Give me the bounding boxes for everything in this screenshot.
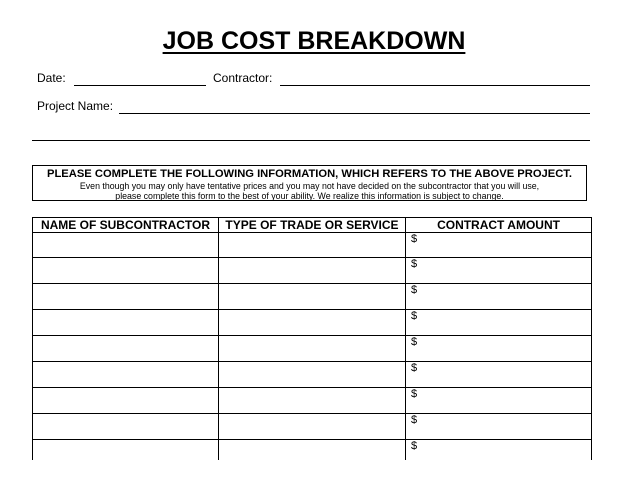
amount-cell[interactable]: $: [406, 388, 592, 414]
amount-cell[interactable]: $: [406, 440, 592, 461]
trade-cell[interactable]: [219, 440, 406, 461]
amount-cell[interactable]: $: [406, 336, 592, 362]
trade-cell[interactable]: [219, 258, 406, 284]
contractor-field[interactable]: [280, 85, 590, 86]
table-row: [33, 388, 592, 414]
instructions-box: [32, 165, 587, 201]
table-row: [33, 310, 592, 336]
project-name-field-line-2[interactable]: [32, 140, 590, 141]
instructions-heading: PLEASE COMPLETE THE FOLLOWING INFORMATION, WHICH REFERS TO THE ABOVE PROJECT.: [47, 168, 572, 180]
date-field[interactable]: [74, 85, 206, 86]
amount-cell[interactable]: $: [406, 310, 592, 336]
subcontractor-cell[interactable]: [33, 362, 219, 388]
subcontractor-cell[interactable]: [33, 336, 219, 362]
table-row: [33, 233, 592, 258]
cost-breakdown-table: [32, 217, 592, 460]
project-name-label: Project Name:: [37, 99, 114, 113]
subcontractor-cell[interactable]: [33, 233, 219, 258]
page-title: [0, 24, 628, 58]
column-header-amount: CONTRACT AMOUNT: [406, 218, 592, 233]
table-row: [33, 362, 592, 388]
trade-cell[interactable]: [219, 414, 406, 440]
column-header-subcontractor: NAME OF SUBCONTRACTOR: [33, 218, 219, 233]
table-row: [33, 440, 592, 461]
subcontractor-cell[interactable]: [33, 310, 219, 336]
trade-cell[interactable]: [219, 233, 406, 258]
subcontractor-cell[interactable]: [33, 284, 219, 310]
subcontractor-cell[interactable]: [33, 440, 219, 461]
table-row: [33, 258, 592, 284]
trade-cell[interactable]: [219, 336, 406, 362]
trade-cell[interactable]: [219, 362, 406, 388]
project-name-field[interactable]: [119, 113, 590, 114]
amount-cell[interactable]: $: [406, 414, 592, 440]
table-header-row: [33, 218, 592, 233]
instructions-line-2: please complete this form to the best of your ability. We realize this information is subject to change.: [115, 191, 504, 201]
date-label: Date:: [37, 71, 66, 85]
subcontractor-cell[interactable]: [33, 414, 219, 440]
contractor-label: Contractor:: [213, 71, 273, 85]
table-row: [33, 336, 592, 362]
amount-cell[interactable]: $: [406, 258, 592, 284]
table-row: [33, 284, 592, 310]
table-row: [33, 414, 592, 440]
instructions-line-1: Even though you may only have tentative prices and you may not have decided on the subcontractor that you will use,: [79, 181, 540, 191]
page-title-text: JOB COST BREAKDOWN: [162, 27, 466, 55]
subcontractor-cell[interactable]: [33, 388, 219, 414]
trade-cell[interactable]: [219, 284, 406, 310]
column-header-trade: TYPE OF TRADE OR SERVICE: [219, 218, 406, 233]
amount-cell[interactable]: $: [406, 233, 592, 258]
amount-cell[interactable]: $: [406, 362, 592, 388]
subcontractor-cell[interactable]: [33, 258, 219, 284]
trade-cell[interactable]: [219, 388, 406, 414]
amount-cell[interactable]: $: [406, 284, 592, 310]
trade-cell[interactable]: [219, 310, 406, 336]
